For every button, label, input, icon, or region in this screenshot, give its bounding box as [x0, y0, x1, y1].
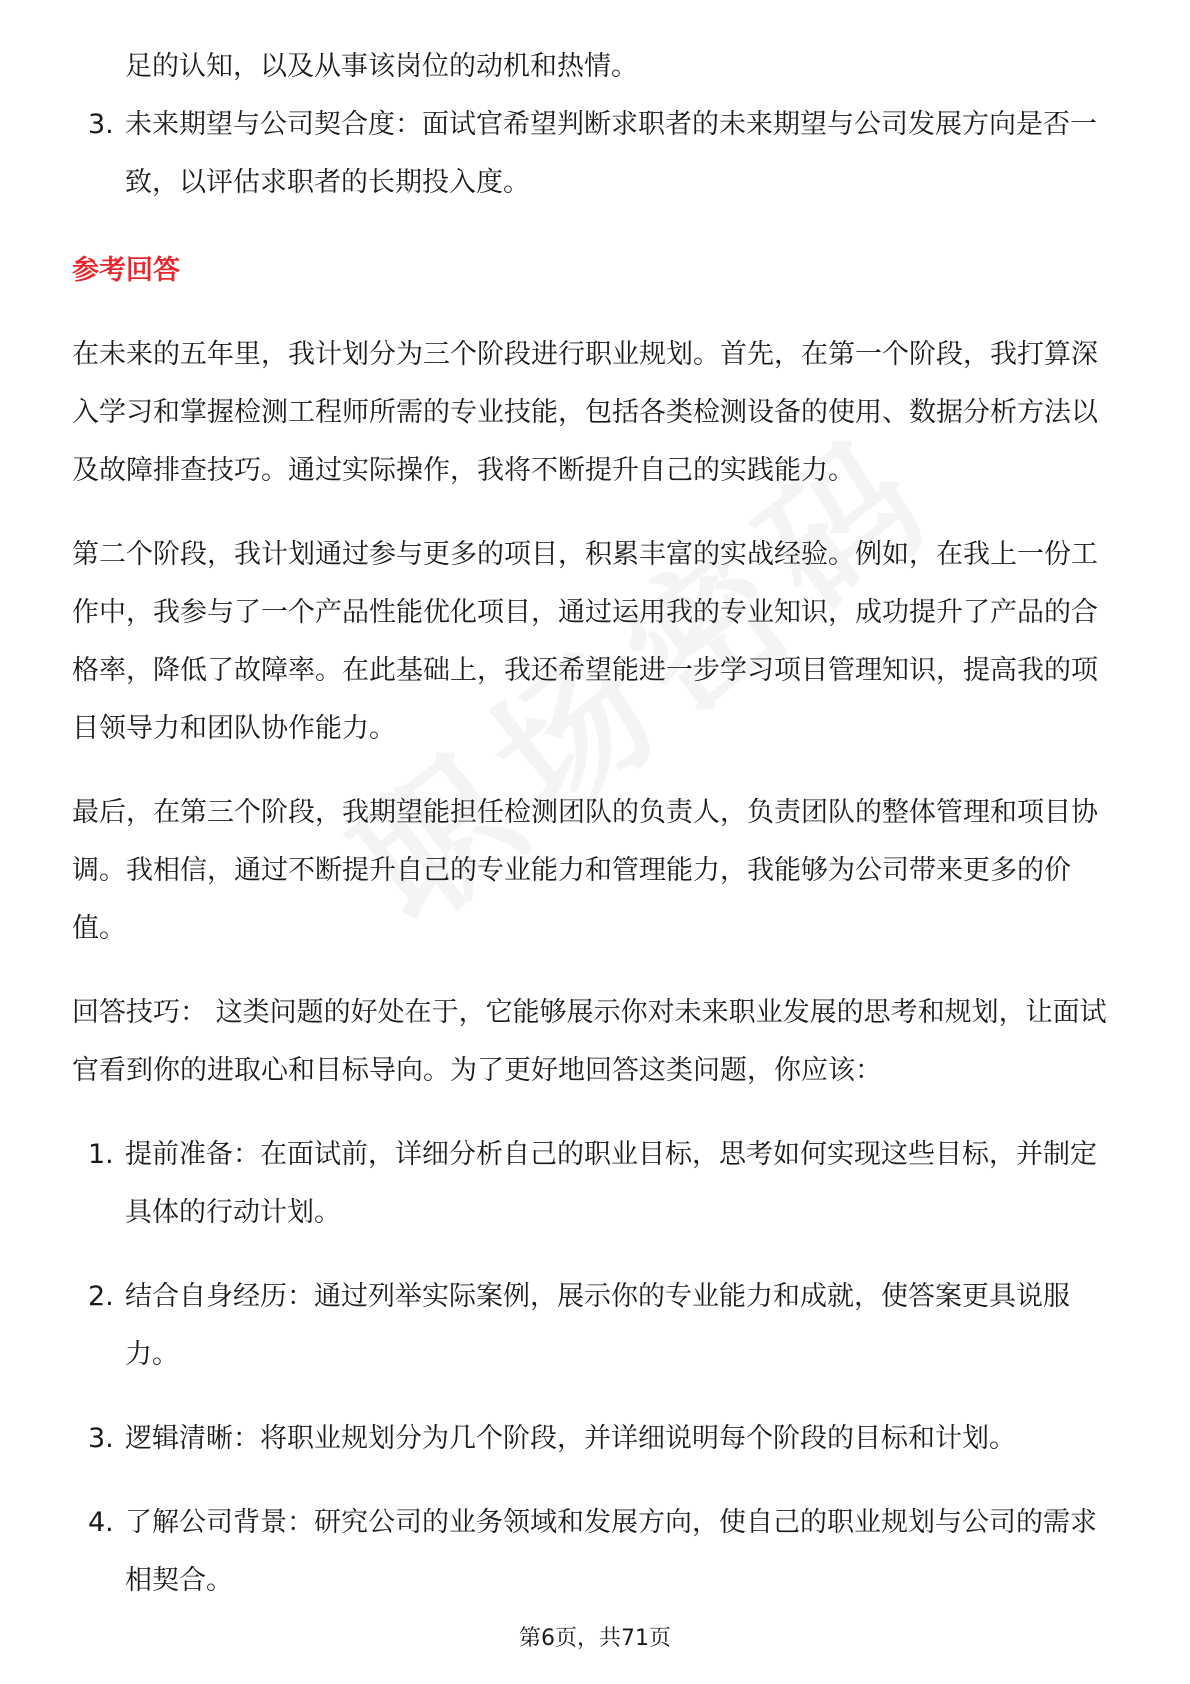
answer-paragraph-3: 最后，在第三个阶段，我期望能担任检测团队的负责人，负责团队的整体管理和项目协调。我相信，通过不断提升自己的专业能力和管理能力，我能够为公司带来更多的价值。: [72, 797, 1098, 944]
list-item-text: 提前准备：在面试前，详细分析自己的职业目标，思考如何实现这些目标，并制定具体的行动计划。: [125, 1139, 1097, 1228]
list-item-text: 逻辑清晰：将职业规划分为几个阶段，并详细说明每个阶段的目标和计划。: [125, 1423, 1016, 1454]
list-number: 3.: [88, 109, 114, 140]
page-number-footer: 第6页，共71页: [519, 1626, 671, 1651]
list-item-text: 了解公司背景：研究公司的业务领域和发展方向，使自己的职业规划与公司的需求相契合。: [125, 1507, 1097, 1596]
list-item: [72, 96, 1122, 212]
list-number: 1.: [88, 1139, 114, 1170]
tip-item-4: [72, 1494, 1122, 1610]
list-item-continuation: 足的认知，以及从事该岗位的动机和热情。: [125, 51, 638, 82]
list-item-text: 未来期望与公司契合度：面试官希望判断求职者的未来期望与公司发展方向是否一致，以评估求职者的长期投入度。: [125, 109, 1097, 198]
list-item-text: 结合自身经历：通过列举实际案例，展示你的专业能力和成就，使答案更具说服力。: [125, 1281, 1070, 1370]
page-content: [72, 38, 1122, 1636]
tip-item-3: [72, 1410, 1122, 1468]
list-number: 3.: [88, 1423, 114, 1454]
list-number: 2.: [88, 1281, 114, 1312]
tips-intro-paragraph: 回答技巧： 这类问题的好处在于，它能够展示你对未来职业发展的思考和规划，让面试官看到你的进取心和目标导向。为了更好地回答这类问题，你应该：: [72, 997, 1107, 1086]
tip-item-1: [72, 1126, 1122, 1242]
tip-item-2: [72, 1268, 1122, 1384]
section-heading: 参考回答: [72, 255, 180, 286]
answer-paragraph-2: 第二个阶段，我计划通过参与更多的项目，积累丰富的实战经验。例如，在我上一份工作中，我参与了一个产品性能优化项目，通过运用我的专业知识，成功提升了产品的合格率，降低了故障率。在此基础上，我还希望能进一步学习项目管理知识，提高我的项目领导力和团队协作能力。: [72, 539, 1098, 744]
answer-paragraph-1: 在未来的五年里，我计划分为三个阶段进行职业规划。首先，在第一个阶段，我打算深入学习和掌握检测工程师所需的专业技能，包括各类检测设备的使用、数据分析方法以及故障排查技巧。通过实际操作，我将不断提升自己的实践能力。: [72, 339, 1098, 486]
list-number: 4.: [88, 1507, 114, 1538]
